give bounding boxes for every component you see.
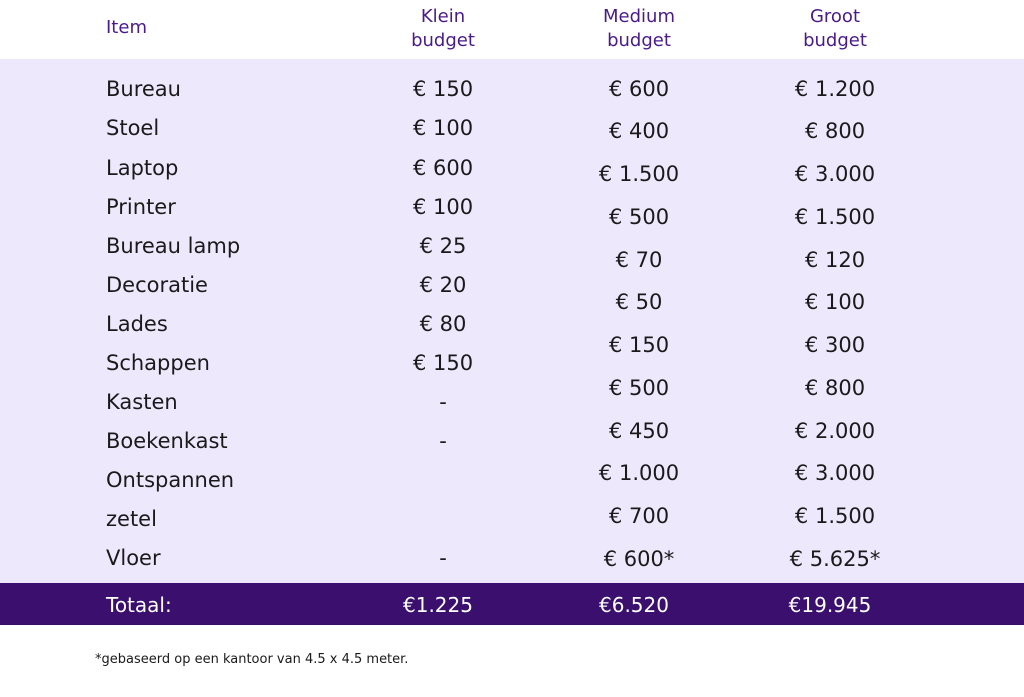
- total-medium-budget: €6.520: [599, 593, 669, 617]
- large-budget-cell: € 800: [804, 119, 866, 143]
- small-budget-cell: -: [439, 429, 447, 453]
- small-budget-cell: -: [439, 546, 447, 570]
- large-budget-cell: € 300: [804, 333, 866, 357]
- small-budget-cell: € 600: [412, 156, 474, 180]
- small-budget-cell: € 150: [412, 351, 474, 375]
- item-cell: Bureau lamp: [106, 234, 241, 258]
- item-cell: Boekenkast: [106, 429, 228, 453]
- large-budget-cell: € 3.000: [794, 461, 876, 485]
- large-budget-cell: € 1.200: [794, 77, 876, 101]
- footnote: *gebaseerd op een kantoor van 4.5 x 4.5 meter.: [95, 652, 409, 667]
- small-budget-cell: -: [439, 390, 447, 414]
- item-cell: Kasten: [106, 390, 178, 414]
- large-budget-cell: € 100: [804, 290, 866, 314]
- item-cell: Schappen: [106, 351, 210, 375]
- medium-budget-cell: € 70: [615, 248, 663, 272]
- header-large-budget: Groot budget: [803, 6, 867, 51]
- small-budget-cell: € 150: [412, 77, 474, 101]
- header-medium-budget: Medium budget: [603, 6, 675, 51]
- total-large-budget: €19.945: [788, 593, 872, 617]
- item-cell: Lades: [106, 312, 168, 336]
- large-budget-cell: € 2.000: [794, 419, 876, 443]
- large-budget-cell: € 800: [804, 376, 866, 400]
- item-cell: Vloer: [106, 546, 161, 570]
- header-small-budget: Klein budget: [411, 6, 475, 51]
- total-small-budget: €1.225: [403, 593, 473, 617]
- medium-budget-cell: € 400: [608, 119, 670, 143]
- small-budget-cell: € 100: [412, 195, 474, 219]
- item-cell: Laptop: [106, 156, 179, 180]
- large-budget-cell: € 1.500: [794, 205, 876, 229]
- medium-budget-cell: € 150: [608, 333, 670, 357]
- medium-budget-cell: € 1.000: [598, 461, 680, 485]
- total-label: Totaal:: [106, 593, 172, 617]
- small-budget-cell: € 100: [412, 116, 474, 140]
- item-cell: Bureau: [106, 77, 181, 101]
- large-budget-cell: € 1.500: [794, 504, 876, 528]
- table-header: [0, 0, 1024, 59]
- item-cell: Printer: [106, 195, 176, 219]
- small-budget-cell: € 25: [419, 234, 467, 258]
- item-cell: zetel: [106, 507, 157, 531]
- large-budget-cell: € 120: [804, 248, 866, 272]
- medium-budget-cell: € 500: [608, 205, 670, 229]
- large-budget-cell: € 3.000: [794, 162, 876, 186]
- item-cell: Decoratie: [106, 273, 208, 297]
- header-item: Item: [106, 17, 147, 38]
- medium-budget-cell: € 1.500: [598, 162, 680, 186]
- medium-budget-cell: € 600*: [603, 547, 675, 571]
- large-budget-cell: € 5.625*: [789, 547, 881, 571]
- medium-budget-cell: € 500: [608, 376, 670, 400]
- medium-budget-cell: € 600: [608, 77, 670, 101]
- medium-budget-cell: € 450: [608, 419, 670, 443]
- medium-budget-cell: € 700: [608, 504, 670, 528]
- item-cell: Stoel: [106, 116, 160, 140]
- item-cell: Ontspannen: [106, 468, 235, 492]
- medium-budget-cell: € 50: [615, 290, 663, 314]
- small-budget-cell: € 80: [419, 312, 467, 336]
- small-budget-cell: € 20: [419, 273, 467, 297]
